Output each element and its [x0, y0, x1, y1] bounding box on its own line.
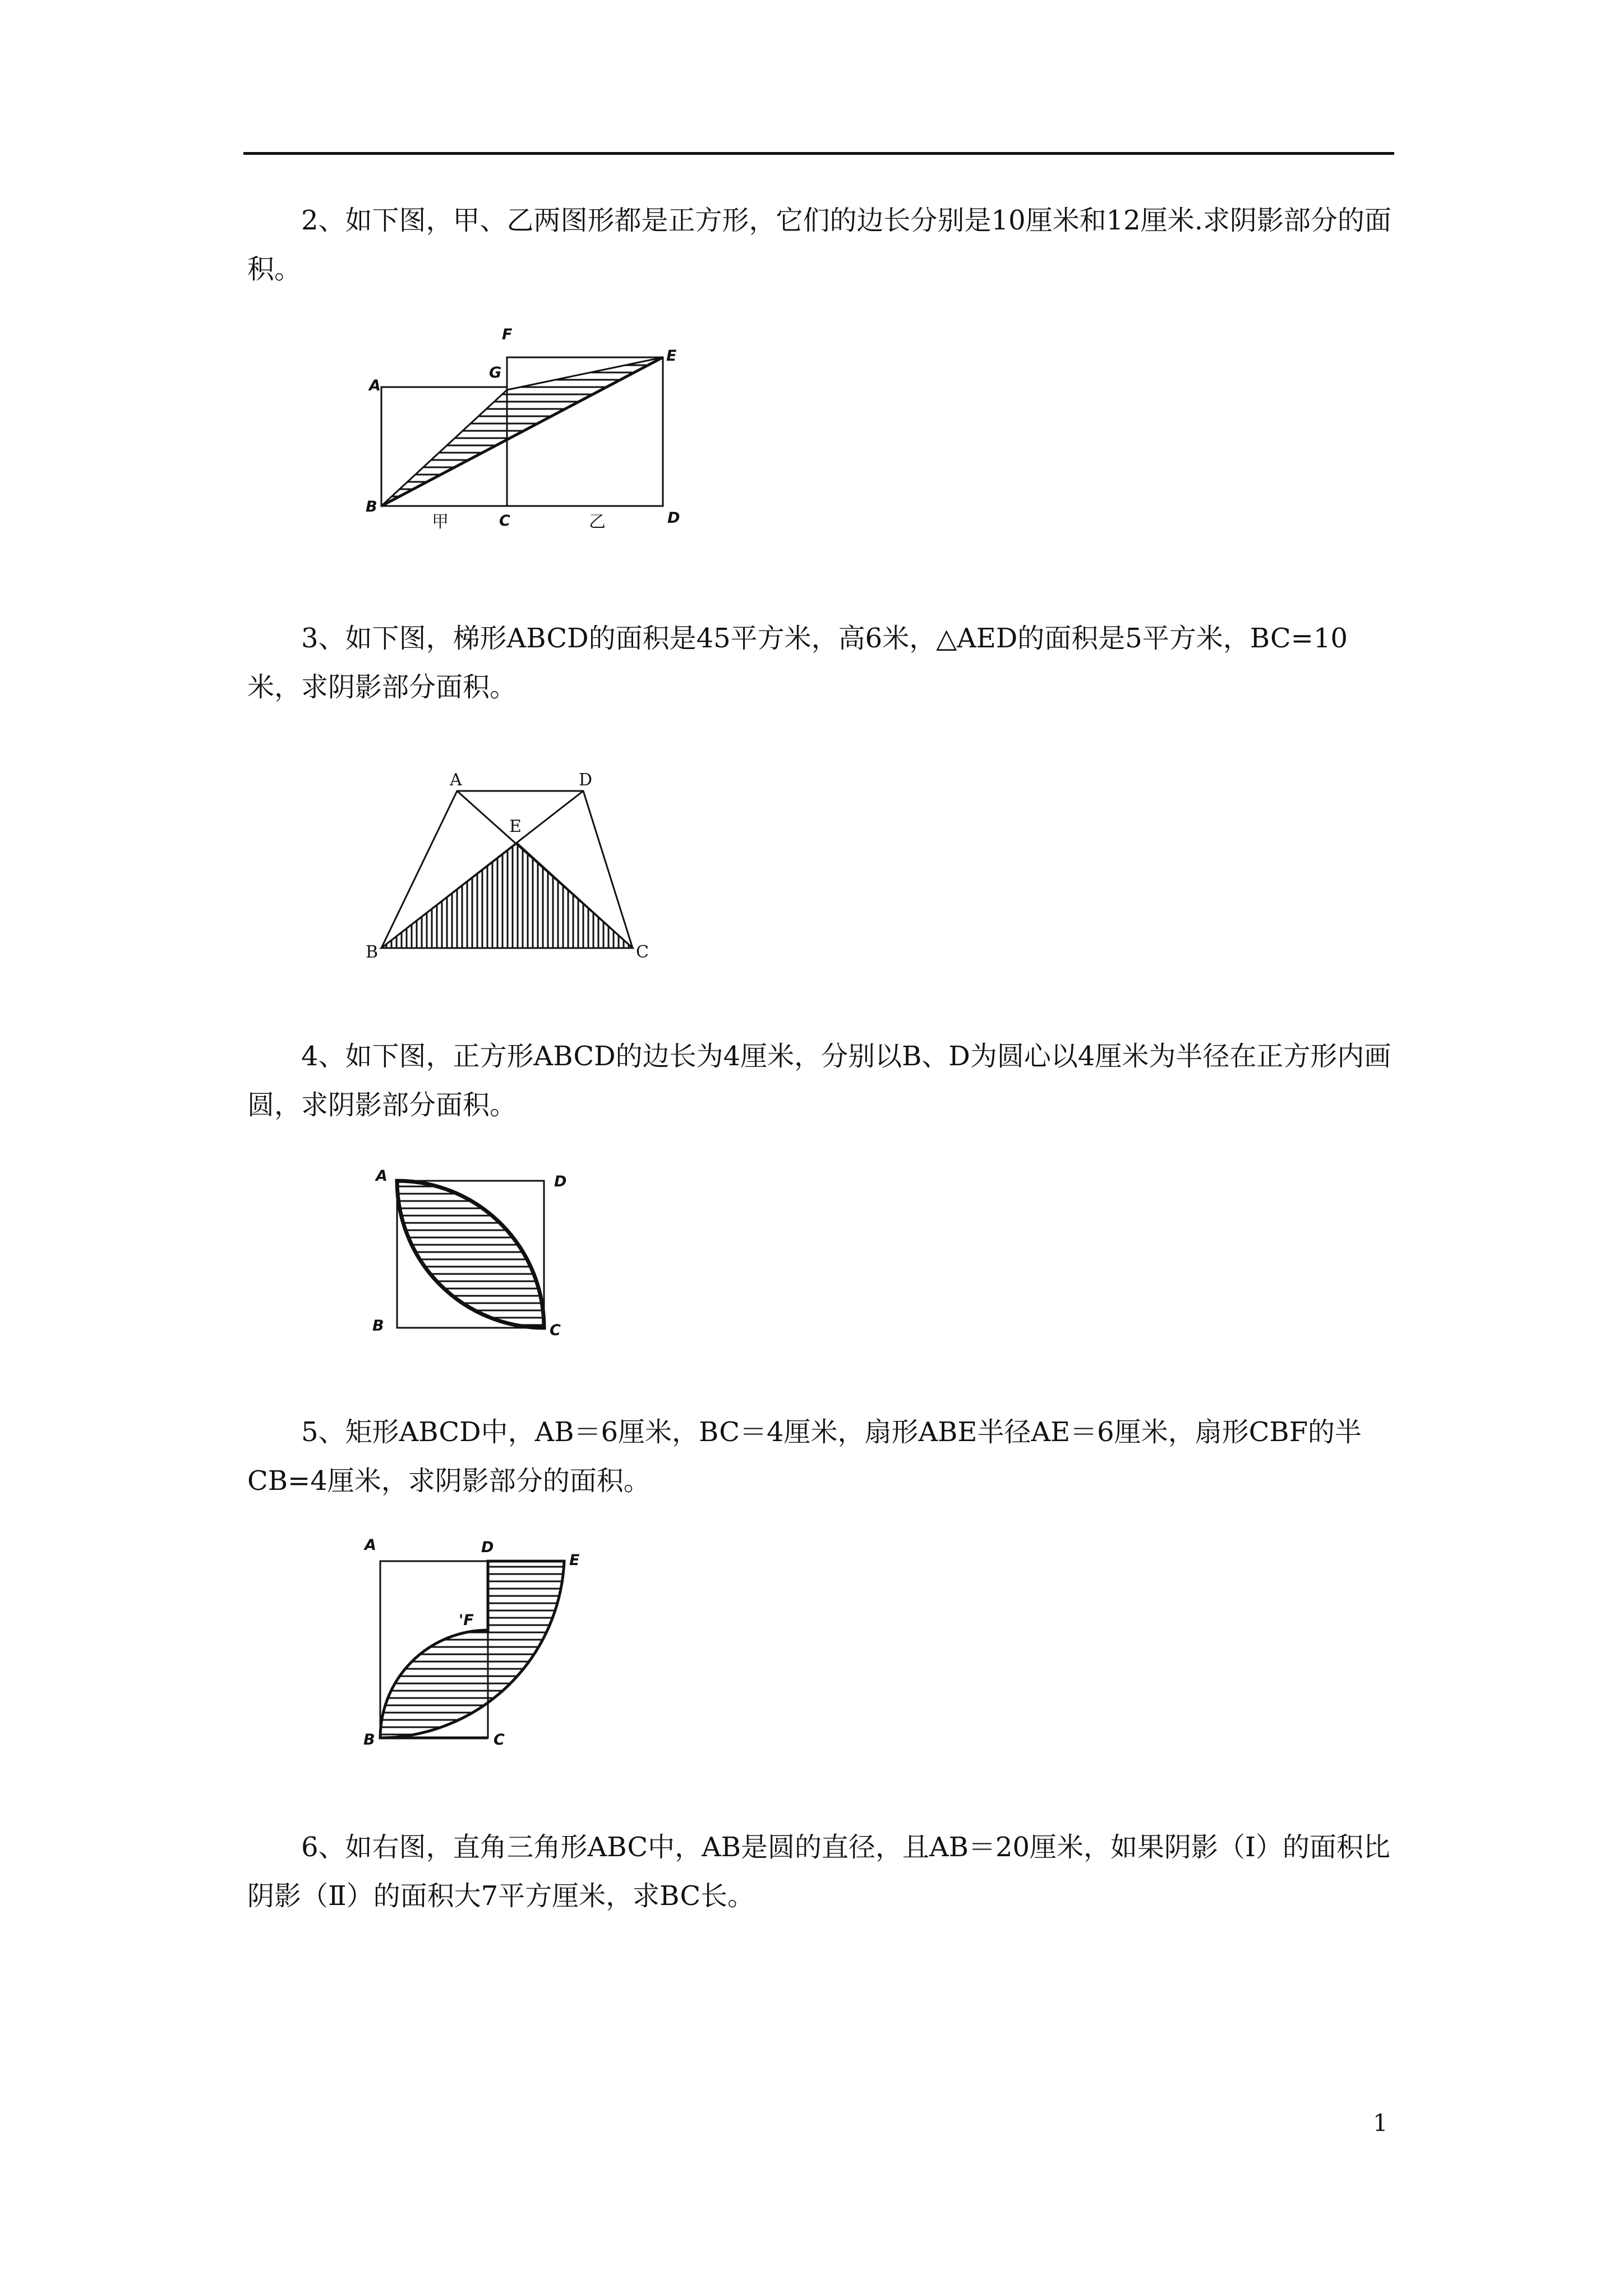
- fig5-shaded-region: [380, 1561, 564, 1738]
- fig4-shaded-lens: [397, 1181, 544, 1328]
- fig3-label-C: C: [636, 942, 649, 962]
- fig2-label-G: G: [489, 364, 502, 381]
- fig2-label-B: B: [366, 498, 377, 516]
- fig2-label-D: D: [667, 509, 680, 527]
- fig5-label-D: D: [481, 1539, 494, 1556]
- fig2-label-jia: 甲: [432, 512, 449, 532]
- fig2-label-C: C: [499, 512, 510, 530]
- fig5-label-A: A: [365, 1536, 376, 1554]
- figure-2-squares: [359, 325, 707, 561]
- figure-3-trapezoid: [359, 760, 662, 973]
- fig5-label-F: 'F: [459, 1612, 474, 1629]
- figure-5-rectangle-sectors: [359, 1534, 606, 1753]
- header-rule: [243, 152, 1394, 155]
- fig2-label-F: F: [502, 326, 513, 343]
- fig2-label-E: E: [666, 347, 677, 365]
- fig3-label-B: B: [366, 942, 379, 962]
- fig3-label-A: A: [450, 770, 462, 790]
- problem-3-text: 3、如下图，梯形ABCD的面积是45平方米，高6米，△AED的面积是5平方米，BC=10米，求阴影部分面积。: [247, 623, 1348, 703]
- fig2-label-yi: 乙: [589, 512, 606, 532]
- fig5-label-B: B: [363, 1731, 375, 1749]
- fig2-label-A: A: [369, 377, 381, 394]
- page-number: 1: [1373, 2109, 1388, 2137]
- problem-6-text: 6、如右图，直角三角形ABC中，AB是圆的直径，且AB＝20厘米，如果阴影（Ⅰ）的面积比阴影（Ⅱ）的面积大7平方厘米，求BC长。: [247, 1832, 1391, 1912]
- problem-5-text: 5、矩形ABCD中，AB＝6厘米，BC＝4厘米，扇形ABE半径AE＝6厘米，扇形CBF的半CB=4厘米，求阴影部分的面积。: [247, 1416, 1362, 1497]
- fig3-shaded-triangle-BEC: [381, 843, 633, 948]
- figure-4-square-arcs: [359, 1161, 594, 1352]
- fig4-label-A: A: [376, 1167, 388, 1185]
- fig2-line-BE: [381, 357, 663, 506]
- problem-2-text: 2、如下图，甲、乙两图形都是正方形，它们的边长分别是10厘米和12厘米.求阴影部分的面积。: [247, 205, 1391, 285]
- fig3-label-E: E: [509, 817, 522, 836]
- fig5-label-C: C: [494, 1731, 505, 1749]
- fig4-label-C: C: [550, 1322, 561, 1339]
- fig3-label-D: D: [579, 770, 593, 790]
- fig4-label-B: B: [372, 1317, 384, 1335]
- fig5-label-E: E: [569, 1552, 580, 1569]
- problem-4-text: 4、如下图，正方形ABCD的边长为4厘米，分别以B、D为圆心以4厘米为半径在正方形内画圆，求阴影部分面积。: [247, 1041, 1391, 1121]
- fig4-label-D: D: [554, 1173, 567, 1190]
